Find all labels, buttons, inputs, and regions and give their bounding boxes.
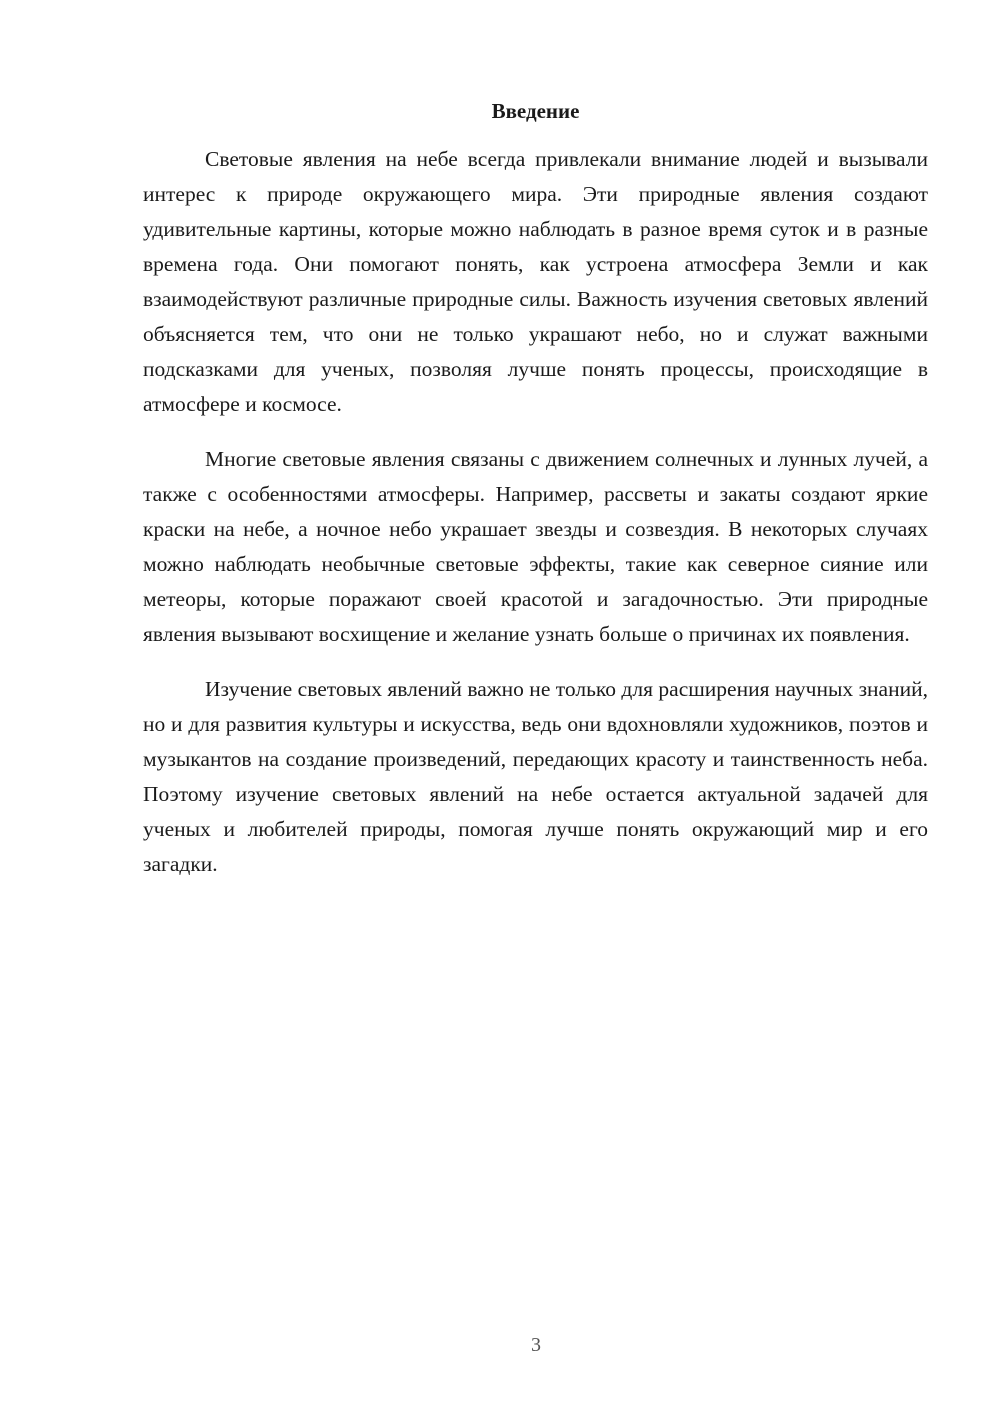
section-title: Введение [491,99,580,123]
paragraph-1: Световые явления на небе всегда привлекали внимание людей и вызывали интерес к природе окружающего мира. Эти природные явления создают удивительные картины, которые можно наблюдать в разное время суток и в разные времена года. Они помогают понять, как устроена атмосфера Земли и как взаимодействуют различные природные силы. Важность изучения световых явлений объясняется тем, что они не только украшают небо, но и служат важными подсказками для ученых, позволяя лучше понять процессы, происходящие в атмосфере и космосе. [143,147,928,416]
page-number: 3 [531,1334,541,1356]
paragraph-2: Многие световые явления связаны с движением солнечных и лунных лучей, а также с особенностями атмосферы. Например, рассветы и закаты создают яркие краски на небе, а ночное небо украшает звезды и созвездия. В некоторых случаях можно наблюдать необычные световые эффекты, такие как северное сияние или метеоры, которые поражают своей красотой и загадочностью. Эти природные явления вызывают восхищение и желание узнать больше о причинах их появления. [143,447,928,646]
body-text [143,142,928,902]
paragraph-3: Изучение световых явлений важно не только для расширения научных знаний, но и для развития культуры и искусства, ведь они вдохновляли художников, поэтов и музыкантов на создание произведений, передающих красоту и таинственность неба. Поэтому изучение световых явлений на небе остается актуальной задачей для ученых и любителей природы, помогая лучше понять окружающий мир и его загадки. [143,677,928,876]
